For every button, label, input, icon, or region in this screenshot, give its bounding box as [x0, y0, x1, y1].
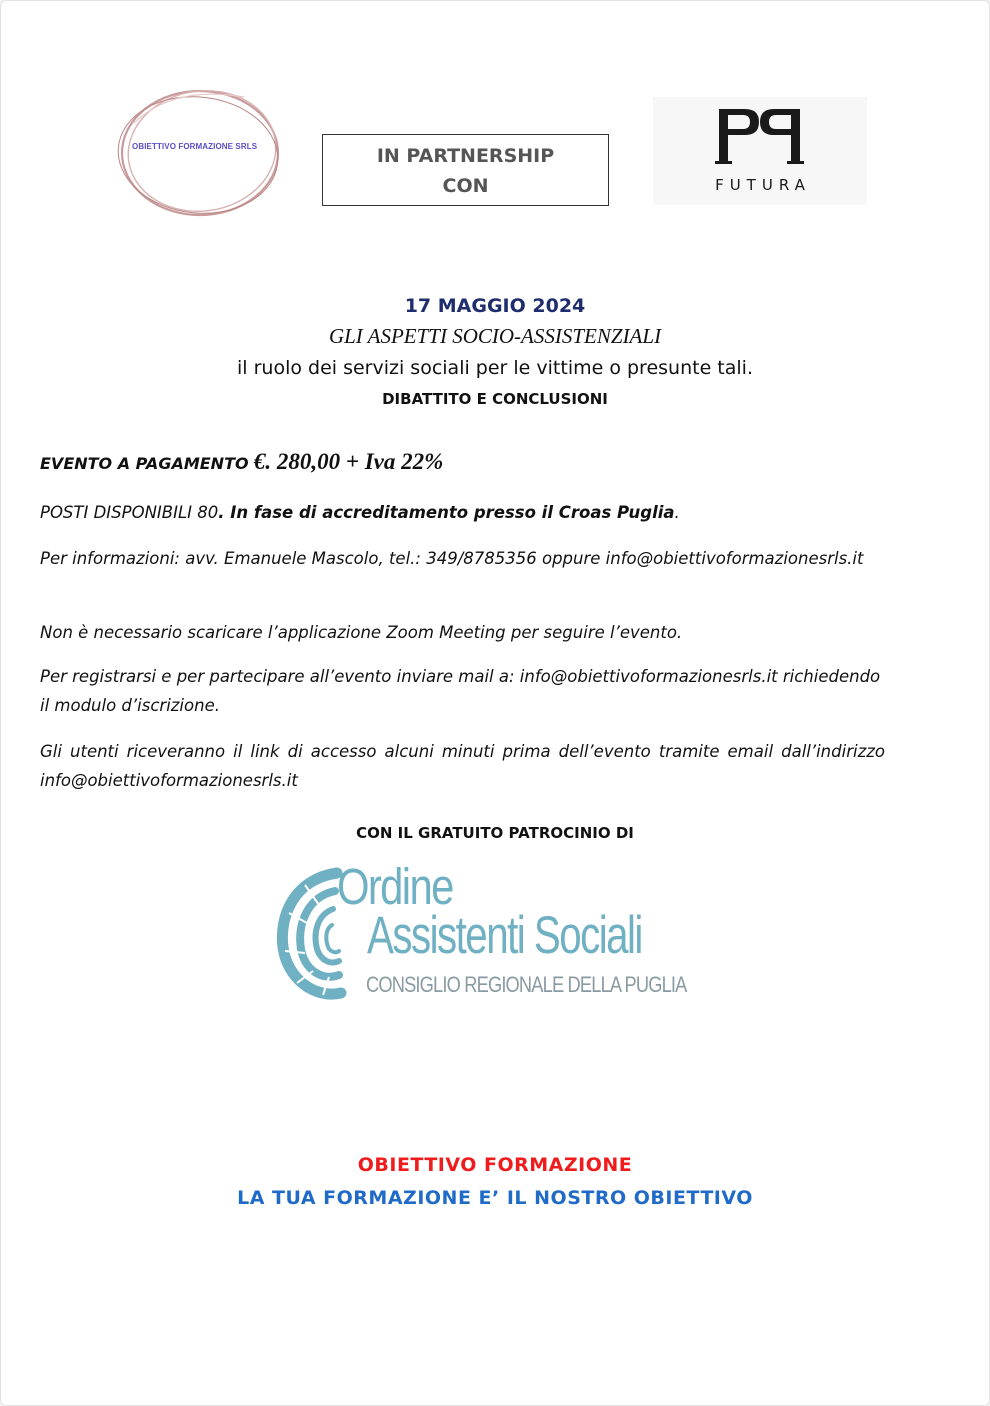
oas-logo-line-2: Assistenti Sociali [367, 906, 642, 965]
seats-text: POSTI DISPONIBILI 80 [40, 503, 219, 522]
left-logo-text: OBIETTIVO FORMAZIONE SRLS [132, 142, 258, 151]
futura-monogram-icon [715, 107, 805, 167]
footer-motto: LA TUA FORMAZIONE E’ IL NOSTRO OBIETTIVO [237, 1187, 753, 1209]
obiettivo-formazione-logo [114, 83, 286, 223]
seats-line [40, 498, 885, 527]
oas-logo-line-3: CONSIGLIO REGIONALE DELLA PUGLIA [366, 972, 687, 997]
logo-ring-icon [114, 83, 286, 223]
accreditation-end: . [674, 503, 680, 522]
futura-logo [653, 97, 867, 205]
patronage-heading: CON IL GRATUITO PATROCINIO DI [356, 824, 634, 842]
contact-info: Per informazioni: avv. Emanuele Mascolo, tel.: 349/8785356 oppure info@obiettivoformazionesrls.it [40, 549, 864, 568]
price-label: EVENTO A PAGAMENTO [40, 454, 249, 473]
accreditation-text: . In fase di accreditamento presso il Croas Puglia [218, 503, 675, 522]
price-line [40, 447, 885, 478]
event-date: 17 MAGGIO 2024 [404, 295, 586, 317]
event-subtitle: il ruolo dei servizi sociali per le vittime o presunte tali. [237, 357, 753, 379]
event-debate: DIBATTITO E CONCLUSIONI [382, 390, 608, 408]
oas-logo-line-1: Ordine [337, 858, 453, 915]
access-info: Gli utenti riceveranno il link di accesso alcuni minuti prima dell’evento tramite email dall’indirizzo info@obiettivoformazionesrls.it [40, 742, 885, 790]
ordine-assistenti-sociali-logo [271, 859, 721, 1009]
footer-organization-name: OBIETTIVO FORMAZIONE [357, 1154, 633, 1176]
registration-instructions: Per registrarsi e per partecipare all’evento inviare mail a: info@obiettivoformazionesrls.it richiedendo il modulo d’iscrizione. [40, 667, 881, 715]
price-value: €. 280,00 + Iva 22% [253, 449, 444, 474]
partnership-line-1: IN PARTNERSHIP [376, 145, 555, 167]
futura-wordmark: FUTURA [715, 176, 811, 194]
zoom-note: Non è necessario scaricare l’applicazione Zoom Meeting per seguire l’evento. [40, 623, 683, 642]
partnership-line-2: CON [442, 175, 489, 197]
event-title: GLI ASPETTI SOCIO-ASSISTENZIALI [328, 324, 662, 348]
partnership-box [322, 134, 609, 206]
